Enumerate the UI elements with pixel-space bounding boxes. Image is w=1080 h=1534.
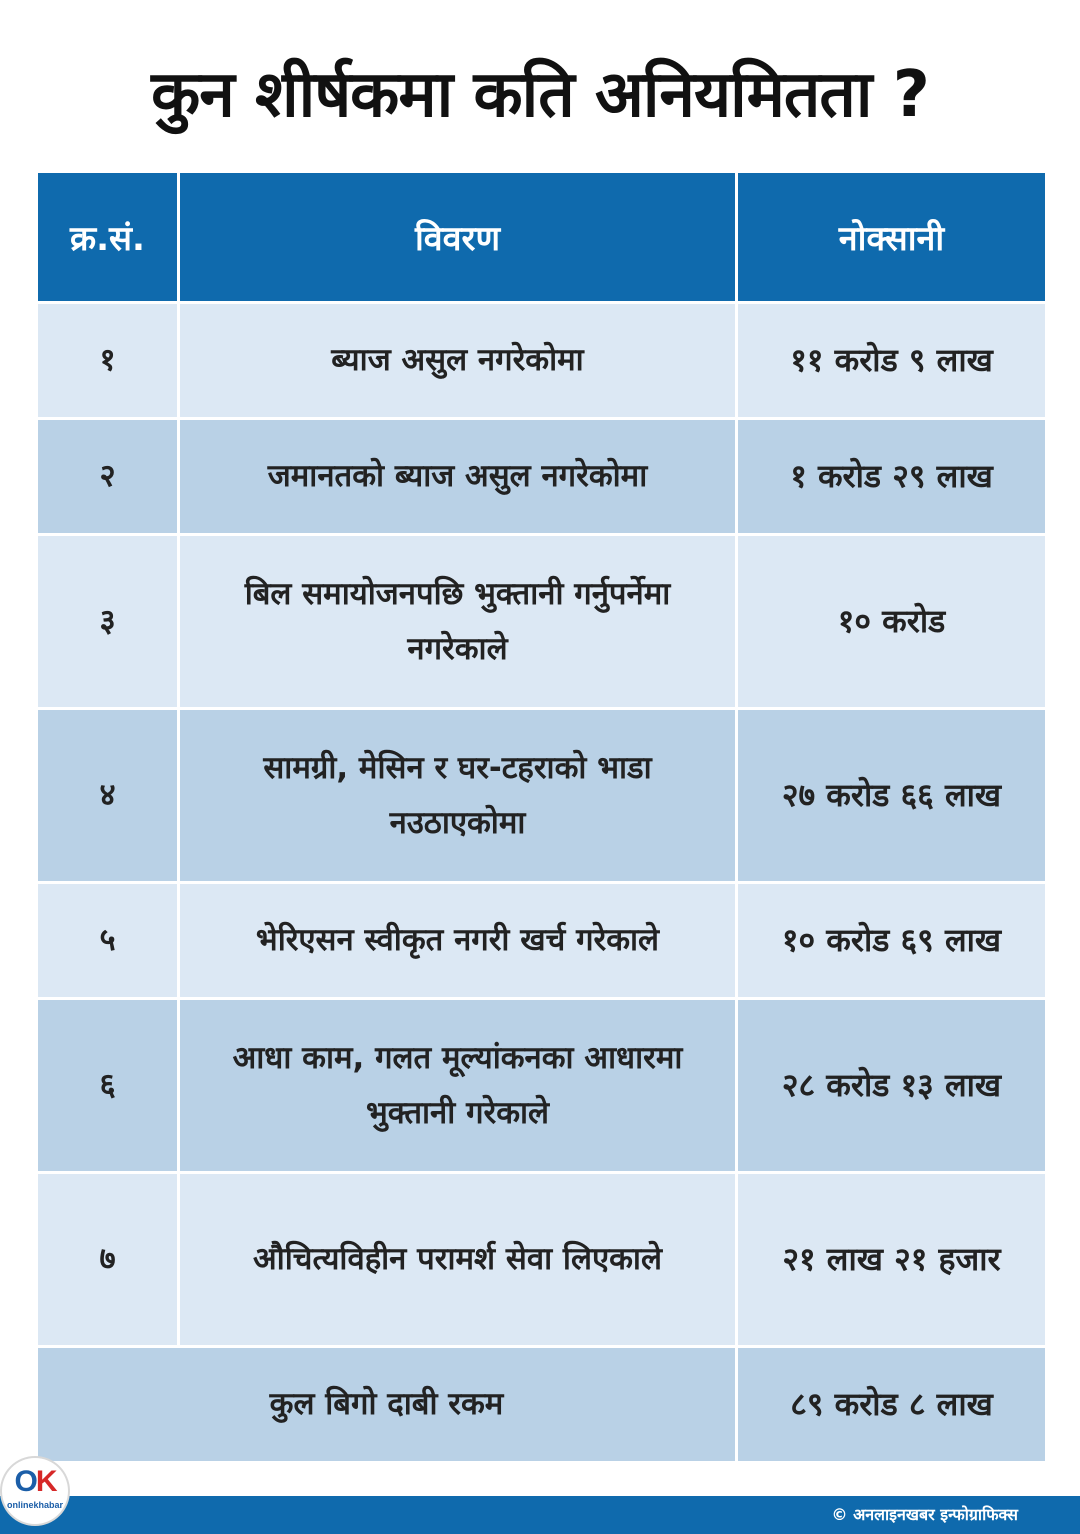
- logo-mark-o: O: [14, 1465, 36, 1498]
- row-loss: ११ करोड ९ लाख: [737, 303, 1047, 419]
- row-loss: २७ करोड ६६ लाख: [737, 709, 1047, 883]
- table-row: [37, 883, 1047, 999]
- row-description: भेरिएसन स्वीकृत नगरी खर्च गरेकाले: [179, 883, 737, 999]
- total-label: कुल बिगो दाबी रकम: [37, 1347, 737, 1463]
- row-serial: ३: [37, 535, 179, 709]
- footer-credit: © अनलाइनखबर इन्फोग्राफिक्स: [831, 1505, 1018, 1524]
- header-serial: क्र.सं.: [37, 172, 179, 303]
- row-loss: १ करोड २९ लाख: [737, 419, 1047, 535]
- table-row: [37, 419, 1047, 535]
- table-row: [37, 709, 1047, 883]
- header-loss: नोक्सानी: [737, 172, 1047, 303]
- table-row: [37, 303, 1047, 419]
- footer-bar: [0, 1496, 1080, 1534]
- logo-mark: [2, 1467, 68, 1497]
- table-row: [37, 999, 1047, 1173]
- row-serial: २: [37, 419, 179, 535]
- onlinekhabar-logo: [2, 1458, 68, 1524]
- row-description: बिल समायोजनपछि भुक्तानी गर्नुपर्नेमा नगरेकाले: [179, 535, 737, 709]
- row-serial: १: [37, 303, 179, 419]
- row-serial: ६: [37, 999, 179, 1173]
- table-total-row: [37, 1347, 1047, 1463]
- irregularity-table-container: [35, 170, 1045, 1464]
- page-title: कुन शीर्षकमा कति अनियमितता ?: [151, 58, 929, 132]
- row-serial: ७: [37, 1173, 179, 1347]
- row-description: जमानतको ब्याज असुल नगरेकोमा: [179, 419, 737, 535]
- table-header-row: [37, 172, 1047, 303]
- total-loss: ८९ करोड ८ लाख: [737, 1347, 1047, 1463]
- row-loss: २१ लाख २१ हजार: [737, 1173, 1047, 1347]
- logo-text: onlinekhabar: [6, 1500, 63, 1510]
- logo-mark-k: K: [35, 1465, 56, 1498]
- row-serial: ४: [37, 709, 179, 883]
- header-description: विवरण: [179, 172, 737, 303]
- row-loss: १० करोड ६९ लाख: [737, 883, 1047, 999]
- row-serial: ५: [37, 883, 179, 999]
- row-loss: १० करोड: [737, 535, 1047, 709]
- irregularity-table: [35, 170, 1048, 1464]
- row-description: ब्याज असुल नगरेकोमा: [179, 303, 737, 419]
- row-description: सामग्री, मेसिन र घर-टहराको भाडा नउठाएकोमा: [179, 709, 737, 883]
- table-row: [37, 1173, 1047, 1347]
- row-description: औचित्यविहीन परामर्श सेवा लिएकाले: [179, 1173, 737, 1347]
- row-loss: २८ करोड १३ लाख: [737, 999, 1047, 1173]
- row-description: आधा काम, गलत मूल्यांकनका आधारमा भुक्तानी गरेकाले: [179, 999, 737, 1173]
- table-row: [37, 535, 1047, 709]
